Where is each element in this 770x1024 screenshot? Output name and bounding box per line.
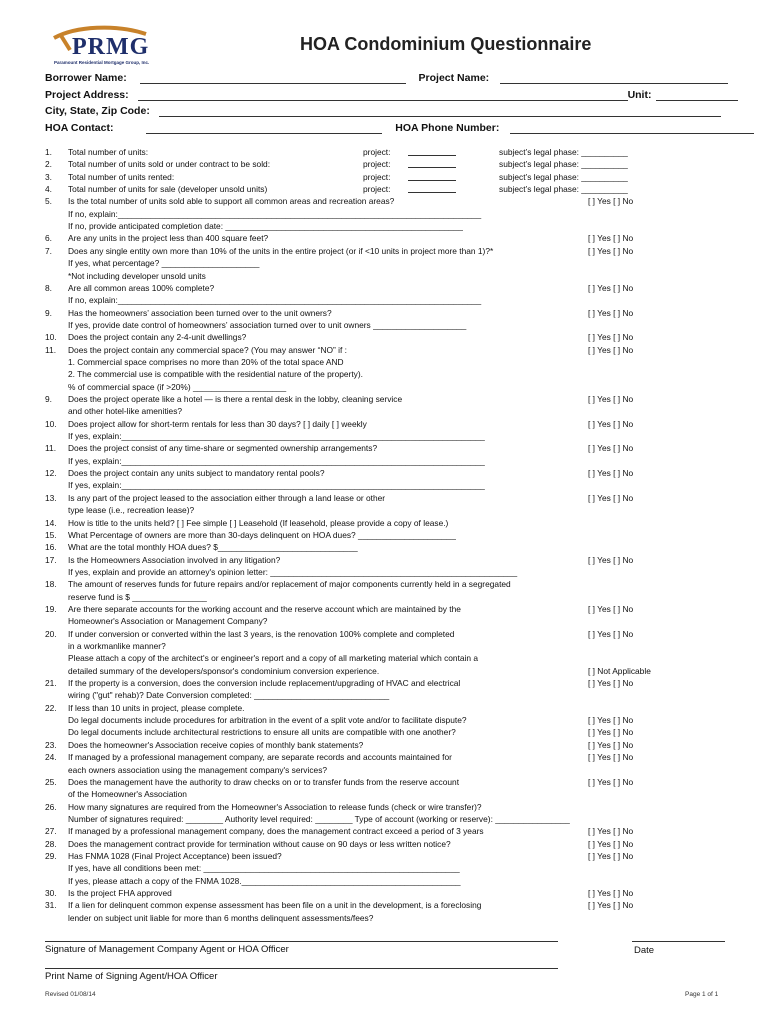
logo-text: PRMG [72, 34, 150, 60]
revised-date: Revised 01/08/14 [45, 991, 96, 998]
yes-no-checkboxes[interactable]: [ ] Yes [ ] No [588, 245, 634, 256]
yes-no-checkboxes[interactable]: [ ] Yes [ ] No [588, 850, 634, 861]
question-number: 12. [45, 468, 57, 479]
question-number: 25. [45, 776, 57, 787]
project-count-label: project: [363, 159, 391, 170]
question-text: Homeowner's Association or Management Company? [68, 616, 268, 627]
question-number: 13. [45, 492, 57, 503]
question-number: 24. [45, 752, 57, 763]
yes-no-checkboxes[interactable]: [ ] Yes [ ] No [588, 776, 634, 787]
yes-no-checkboxes[interactable]: [ ] Yes [ ] No [588, 888, 634, 898]
question-text: 2. The commercial use is compatible with the residential nature of the property). [68, 369, 363, 380]
question-text: What Percentage of owners are more than 30-days delinquent on HOA dues? _____________________ [68, 529, 456, 540]
question-text: Does the project contain any commercial space? (You may answer “NO” if : [68, 344, 347, 355]
city-label: City, State, Zip Code: [45, 105, 150, 117]
question-text: If less than 10 units in project, please complete. [68, 702, 245, 713]
question-number: 14. [45, 517, 57, 528]
question-text: Total number of units sold or under contract to be sold: [68, 159, 271, 170]
city-state-zip-field[interactable] [159, 106, 721, 117]
question-text: What are the total monthly HOA dues? $______________________________ [68, 542, 358, 553]
question-number: 9. [45, 307, 52, 318]
question-text: Has the homeowners’ association been turned over to the unit owners? [68, 307, 332, 318]
question-text: If the property is a conversion, does the conversion include replacement/upgrading of HVAC and electrical [68, 678, 461, 688]
legal-phase-label: subject’s legal phase: __________ [499, 159, 628, 170]
question-text: If no, explain:______________________________________________________________________________ [68, 295, 482, 306]
yes-no-checkboxes[interactable]: [ ] Yes [ ] No [588, 443, 634, 454]
question-text: Is the Homeowners Association involved in any litigation? [68, 554, 281, 565]
date-line[interactable] [632, 941, 725, 942]
question-number: 9. [45, 394, 52, 404]
yes-no-checkboxes[interactable]: [ ] Yes [ ] No [588, 233, 634, 244]
question-number: 7. [45, 245, 52, 256]
question-number: 23. [45, 739, 57, 750]
question-number: 10. [45, 332, 57, 343]
question-text: lender on subject unit liable for more than 6 months delinquent assessments/fees? [68, 912, 374, 923]
question-number: 3. [45, 171, 52, 182]
question-text: If yes, have all conditions been met: _______________________________________________________ [68, 863, 460, 874]
question-number: 27. [45, 826, 57, 837]
question-text: Does the management contract provide for termination without cause on 90 days or less written notice? [68, 838, 451, 849]
question-text: Does the homeowner's Association receive copies of monthly bank statements? [68, 739, 364, 750]
question-text: If yes, please attach a copy of the FNMA 1028._______________________________________________ [68, 875, 461, 886]
question-text: If yes, explain:______________________________________________________________________________ [68, 431, 485, 442]
question-number: 22. [45, 702, 57, 713]
borrower-label: Borrower Name: [45, 72, 127, 84]
page-title: HOA Condominium Questionnaire [300, 34, 592, 54]
prmg-logo [46, 24, 196, 72]
question-number: 29. [45, 850, 57, 861]
borrower-row [45, 72, 728, 84]
date-label: Date [634, 945, 655, 956]
question-text: Does the project contain any 2-4-unit dwellings? [68, 332, 247, 343]
question-text: Number of signatures required: ________ Authority level required: ________ Type of account (working or reserve): ________________ [68, 813, 570, 824]
question-text: Total number of units for sale (developer unsold units) [68, 184, 268, 195]
project-address-field[interactable] [138, 90, 628, 101]
yes-no-checkboxes[interactable]: [ ] Yes [ ] No [588, 492, 634, 503]
question-text: Does the project consist of any time-share or segmented ownership arrangements? [68, 443, 378, 454]
question-text: of the Homeowner's Association [68, 789, 187, 800]
question-text: reserve fund is $ ________________ [68, 591, 207, 602]
question-text: Do legal documents include architectural restrictions to ensure all units are compatible with one another? [68, 727, 456, 738]
question-text: Are all common areas 100% complete? [68, 282, 215, 293]
question-text: If yes, explain and provide an attorney's opinion letter: _____________________________________________________ [68, 566, 518, 577]
question-text: Do legal documents include procedures for arbitration in the event of a split vote and/or to facilitate dispute? [68, 715, 467, 726]
project-name-field[interactable] [500, 73, 728, 84]
question-number: 16. [45, 542, 57, 553]
yes-no-checkboxes[interactable]: [ ] Yes [ ] No [588, 604, 634, 614]
yes-no-checkboxes[interactable]: [ ] Yes [ ] No [588, 826, 634, 837]
unit-label: Unit: [627, 89, 652, 101]
yes-no-checkboxes[interactable]: [ ] Yes [ ] No [588, 900, 634, 911]
question-text: If yes, explain:______________________________________________________________________________ [68, 455, 485, 466]
page-number: Page 1 of 1 [685, 991, 719, 998]
question-text: Are there separate accounts for the working account and the reserve account which are maintained by the [68, 604, 461, 614]
question-text: *Not including developer unsold units [68, 270, 206, 281]
question-number: 28. [45, 838, 57, 849]
question-text: wiring ("gut" rehab)? Date Conversion completed: _____________________________ [68, 690, 390, 701]
question-text: Does the project operate like a hotel — is there a rental desk in the lobby, cleaning service [68, 394, 403, 404]
question-text: Does project allow for short-term rentals for less than 30 days? [ ] daily [ ] weekly [68, 418, 367, 429]
question-number: 26. [45, 801, 57, 812]
yes-no-checkboxes[interactable]: [ ] Yes [ ] No [588, 838, 634, 849]
project-count-label: project: [363, 184, 391, 195]
yes-no-checkboxes[interactable]: [ ] Yes [ ] No [588, 344, 634, 355]
question-text: Is the total number of units sold able to support all common areas and recreation areas? [68, 196, 395, 207]
question-text: Is any part of the project leased to the association either through a land lease or other [68, 492, 386, 503]
question-number: 5. [45, 196, 52, 207]
question-number: 8. [45, 282, 52, 293]
question-text: Does any single entity own more than 10% of the units in the entire project (or if <10 units in project more than 1)?* [68, 245, 494, 256]
question-text: Has FNMA 1028 (Final Project Acceptance) been issued? [68, 850, 282, 861]
yes-no-checkboxes[interactable]: [ ] Not Applicable [588, 665, 651, 676]
project-address-label: Project Address: [45, 89, 129, 101]
question-number: 2. [45, 159, 52, 170]
question-number: 6. [45, 233, 52, 244]
project-count-field[interactable] [408, 167, 456, 168]
question-text: If under conversion or converted within the last 3 years, is the renovation 100% complete and completed [68, 628, 455, 639]
question-number: 4. [45, 184, 52, 195]
project-count-label: project: [363, 147, 391, 157]
question-number: 30. [45, 888, 57, 898]
signature-label: Signature of Management Company Agent or HOA Officer [45, 944, 289, 955]
yes-no-checkboxes[interactable]: [ ] Yes [ ] No [588, 282, 634, 293]
question-number: 21. [45, 678, 57, 688]
question-number: 20. [45, 628, 57, 639]
project-address-row [45, 89, 738, 101]
yes-no-checkboxes[interactable]: [ ] Yes [ ] No [588, 727, 634, 738]
hoa-contact-field[interactable] [146, 123, 382, 134]
project-count-field[interactable] [408, 192, 456, 193]
question-number: 19. [45, 604, 57, 614]
logo-subtitle: Paramount Residential Mortgage Group, Inc. [54, 60, 150, 65]
project-count-field[interactable] [408, 155, 456, 156]
question-text: each owners association using the management company's services? [68, 764, 328, 775]
question-number: 10. [45, 418, 57, 429]
question-text: If yes, explain:______________________________________________________________________________ [68, 480, 485, 491]
yes-no-checkboxes[interactable]: [ ] Yes [ ] No [588, 468, 634, 479]
yes-no-checkboxes[interactable]: [ ] Yes [ ] No [588, 332, 634, 343]
print-name-line[interactable] [45, 968, 558, 969]
question-text: type lease (i.e., recreation lease)? [68, 505, 195, 516]
question-text: The amount of reserves funds for future repairs and/or replacement of major components currently held in a segregated [68, 579, 511, 590]
yes-no-checkboxes[interactable]: [ ] Yes [ ] No [588, 739, 634, 750]
question-text: If managed by a professional management company, are separate records and accounts maintained for [68, 752, 452, 763]
legal-phase-label: subject’s legal phase: __________ [499, 147, 628, 157]
legal-phase-label: subject’s legal phase: __________ [499, 171, 628, 182]
question-text: Are any units in the project less than 400 square feet? [68, 233, 269, 244]
question-number: 11. [45, 443, 57, 454]
yes-no-checkboxes[interactable]: [ ] Yes [ ] No [588, 715, 634, 726]
question-number: 31. [45, 900, 57, 911]
yes-no-checkboxes[interactable]: [ ] Yes [ ] No [588, 394, 634, 404]
signature-line[interactable] [45, 941, 558, 942]
yes-no-checkboxes[interactable]: [ ] Yes [ ] No [588, 678, 634, 688]
hoa-phone-field[interactable] [510, 123, 754, 134]
question-number: 11. [45, 344, 57, 355]
yes-no-checkboxes[interactable]: [ ] Yes [ ] No [588, 307, 634, 318]
yes-no-checkboxes[interactable]: [ ] Yes [ ] No [588, 752, 634, 763]
question-text: in a workmanlike manner? [68, 641, 166, 651]
hoa-contact-row [45, 122, 754, 134]
question-text: If yes, provide date control of homeowners’ association turned over to unit owners ____________________ [68, 319, 467, 330]
unit-field[interactable] [656, 90, 738, 101]
question-text: 1. Commercial space comprises no more than 20% of the total space AND [68, 356, 344, 367]
question-text: If no, explain:______________________________________________________________________________ [68, 208, 482, 219]
question-text: If yes, what percentage? _____________________ [68, 258, 260, 269]
question-number: 1. [45, 147, 52, 157]
question-text: Does the project contain any units subject to mandatory rental pools? [68, 468, 325, 479]
question-text: If a lien for delinquent common expense assessment has been file on a unit in the development, is a foreclosing [68, 900, 482, 911]
yes-no-checkboxes[interactable]: [ ] Yes [ ] No [588, 554, 634, 565]
question-number: 15. [45, 529, 57, 540]
question-text: Please attach a copy of the architect's or engineer's report and a copy of all marketing material which contain a [68, 653, 479, 664]
project-count-label: project: [363, 171, 391, 182]
question-text: Total number of units: [68, 147, 149, 157]
question-text: If no, provide anticipated completion date: ___________________________________________________ [68, 221, 463, 232]
question-text: detailed summary of the developers/sponsor's condominium conversion experience. [68, 665, 380, 676]
city-row [45, 105, 721, 117]
question-number: 18. [45, 579, 57, 590]
question-number: 17. [45, 554, 57, 565]
borrower-name-field[interactable] [140, 73, 406, 84]
yes-no-checkboxes[interactable]: [ ] Yes [ ] No [588, 418, 634, 429]
hoa-phone-label: HOA Phone Number: [395, 122, 500, 134]
question-text: Total number of units rented: [68, 171, 175, 182]
question-text: and other hotel-like amenities? [68, 406, 183, 417]
legal-phase-label: subject’s legal phase: __________ [499, 184, 628, 195]
print-name-label: Print Name of Signing Agent/HOA Officer [45, 971, 218, 982]
question-text: How many signatures are required from the Homeowner's Association to release funds (check or wire transfer)? [68, 801, 482, 812]
question-text: % of commercial space (if >20%) ____________________ [68, 381, 287, 392]
project-name-label: Project Name: [418, 72, 490, 84]
yes-no-checkboxes[interactable]: [ ] Yes [ ] No [588, 196, 634, 207]
question-text: Is the project FHA approved [68, 888, 172, 898]
hoa-contact-label: HOA Contact: [45, 122, 114, 134]
project-count-field[interactable] [408, 180, 456, 181]
question-text: Does the management have the authority to draw checks on or to transfer funds from the reserve account [68, 776, 460, 787]
yes-no-checkboxes[interactable]: [ ] Yes [ ] No [588, 628, 634, 639]
question-text: How is title to the units held? [ ] Fee simple [ ] Leasehold (If leasehold, please provide a copy of lease.) [68, 517, 449, 528]
question-text: If managed by a professional management company, does the management contract exceed a period of 3 years [68, 826, 484, 837]
